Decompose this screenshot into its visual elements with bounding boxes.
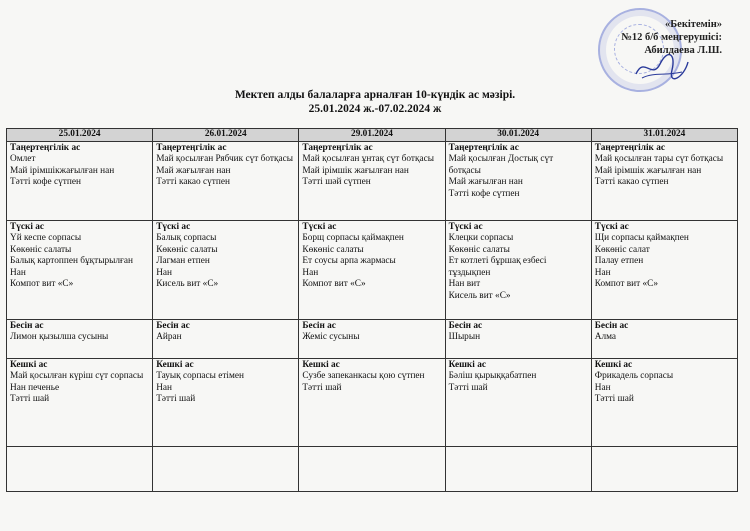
snack-cell xyxy=(445,319,591,358)
breakfast-cell xyxy=(153,141,299,220)
empty-row xyxy=(7,446,738,491)
breakfast-cell xyxy=(299,141,445,220)
meal-heading: Кешкі ас xyxy=(594,359,633,370)
dish-item: Май жағылған нан xyxy=(448,177,523,187)
meal-heading: Бесін ас xyxy=(302,320,336,331)
approval-line-3: Абилдаева Л.Ш. xyxy=(644,45,722,56)
dish-item: Айран xyxy=(156,332,182,342)
meal-heading: Түскі ас xyxy=(302,221,337,232)
dish-item: Балық сорпасы xyxy=(156,233,217,243)
meal-heading: Таңертеңгілік ас xyxy=(156,142,227,153)
meal-heading: Кешкі ас xyxy=(156,359,194,370)
title-line-1: Мектеп алды балаларға арналған 10-күндік ас мәзірі. xyxy=(234,89,516,101)
dish-item: Кисель вит «С» xyxy=(156,279,219,289)
lunch-cell xyxy=(299,220,445,319)
dinner-cell xyxy=(591,358,737,446)
dish-item: Компот вит «С» xyxy=(10,279,74,289)
dish-item: Кисель вит «С» xyxy=(448,290,511,301)
dish-item: Тәтті шай xyxy=(448,382,488,393)
empty-cell xyxy=(445,446,591,491)
dish-item: Нан xyxy=(156,382,173,393)
dish-item: Май ірімшікжағылған нан xyxy=(10,165,115,176)
breakfast-row xyxy=(7,141,738,220)
meal-heading: Түскі ас xyxy=(448,221,483,232)
dish-item: Май қосылған Достық сүт ботқасы xyxy=(448,154,554,176)
dish-item: Лагман етпен xyxy=(156,256,210,266)
dish-item: Тауық сорпасы етімен xyxy=(156,371,245,381)
meal-heading: Таңертеңгілік ас xyxy=(448,142,519,153)
dish-item: Май қосылған күріш сүт сорпасы xyxy=(10,371,144,381)
meal-heading: Кешкі ас xyxy=(302,359,340,370)
meal-heading: Таңертеңгілік ас xyxy=(594,142,666,153)
meal-heading: Бесін ас xyxy=(448,320,483,331)
dinner-cell xyxy=(153,358,299,446)
dish-item: Щи сорпасы қаймақпен xyxy=(594,233,689,243)
dish-item: Тәтті кофе сүтпен xyxy=(448,188,520,199)
date-header-row xyxy=(7,129,738,142)
meal-heading: Таңертеңгілік ас xyxy=(10,142,81,153)
dish-item: Нан печенье xyxy=(10,382,60,393)
menu-table xyxy=(6,128,738,492)
lunch-cell xyxy=(7,220,153,319)
empty-cell xyxy=(7,446,153,491)
meal-heading: Түскі ас xyxy=(594,221,629,232)
snack-cell xyxy=(591,319,737,358)
dinner-cell xyxy=(445,358,591,446)
dish-item: Тәтті шай xyxy=(594,394,634,404)
dish-item: Компот вит «С» xyxy=(594,279,658,289)
snack-row xyxy=(7,319,738,358)
dish-item: Май ірімшік жағылған нан xyxy=(594,165,702,176)
dish-item: Фрикадель сорпасы xyxy=(594,371,674,381)
dish-item: Борщ сорпасы қаймақпен xyxy=(302,233,404,243)
approval-line-2: №12 б/б меңгерушісі: xyxy=(621,32,722,43)
snack-cell xyxy=(299,319,445,358)
dish-item: Алма xyxy=(594,332,617,342)
snack-cell xyxy=(7,319,153,358)
meal-heading: Бесін ас xyxy=(156,320,190,331)
dish-item: Көкөніс салаты xyxy=(10,244,72,255)
lunch-row xyxy=(7,220,738,319)
meal-heading: Кешкі ас xyxy=(10,359,48,370)
dish-item: Омлет xyxy=(10,154,36,164)
dish-item: Май қосылған Рябчик сүт ботқасы xyxy=(156,154,293,164)
dish-item: Нан xyxy=(302,267,319,278)
breakfast-cell xyxy=(445,141,591,220)
dinner-row xyxy=(7,358,738,446)
snack-cell xyxy=(153,319,299,358)
dish-item: Нан xyxy=(594,267,611,278)
dish-item: Тәтті какао сүтпен xyxy=(594,177,669,187)
menu-title xyxy=(150,88,600,116)
date-header: 30.01.2024 xyxy=(445,129,591,142)
dish-item: Нан xyxy=(10,267,26,278)
dish-item: Көкөніс салаты xyxy=(302,244,364,255)
dish-item: Тәтті шай xyxy=(10,394,50,404)
dish-item: Жеміс сусыны xyxy=(302,332,360,342)
meal-heading: Таңертеңгілік ас xyxy=(302,142,373,153)
meal-heading: Кешкі ас xyxy=(448,359,486,370)
meal-heading: Түскі ас xyxy=(156,221,191,232)
lunch-cell xyxy=(591,220,737,319)
dish-item: Көкөніс салат xyxy=(594,244,650,255)
approval-line-1: «Бекітемін» xyxy=(664,19,722,30)
dish-item: Тәтті кофе сүтпен xyxy=(10,177,81,187)
dish-item: Ет котлеті бұршақ езбесі тұздықпен xyxy=(448,256,547,278)
dish-item: Үй кеспе сорпасы xyxy=(10,233,82,243)
dish-item: Көкөніс салаты xyxy=(156,244,218,255)
dish-item: Май қосылған тары сүт ботқасы xyxy=(594,154,724,164)
dish-item: Лимон қызылша сусыны xyxy=(10,332,109,342)
dish-item: Нан вит xyxy=(448,279,481,289)
dinner-cell xyxy=(299,358,445,446)
dish-item: Нан xyxy=(156,267,173,278)
lunch-cell xyxy=(445,220,591,319)
empty-cell xyxy=(153,446,299,491)
dish-item: Сузбе запеканкасы қою сүтпен xyxy=(302,371,425,381)
dish-item: Компот вит «С» xyxy=(302,279,366,289)
date-header: 31.01.2024 xyxy=(591,129,737,142)
meal-heading: Бесін ас xyxy=(594,320,629,331)
date-header: 26.01.2024 xyxy=(153,129,299,142)
dish-item: Тәтті шай xyxy=(302,382,342,393)
dish-item: Май ірімшік жағылған нан xyxy=(302,165,409,176)
meal-heading: Түскі ас xyxy=(10,221,45,232)
dish-item: Ет соусы арпа жармасы xyxy=(302,256,396,266)
dish-item: Клецки сорпасы xyxy=(448,233,514,243)
dinner-cell xyxy=(7,358,153,446)
lunch-cell xyxy=(153,220,299,319)
date-header: 25.01.2024 xyxy=(7,129,153,142)
breakfast-cell xyxy=(7,141,153,220)
dish-item: Палау етпен xyxy=(594,256,644,266)
dish-item: Көкөніс салаты xyxy=(448,244,510,255)
meal-heading: Бесін ас xyxy=(10,320,44,331)
dish-item: Май қосылған ұнтақ сүт ботқасы xyxy=(302,154,434,164)
dish-item: Май жағылған нан xyxy=(156,165,231,176)
title-line-2: 25.01.2024 ж.-07.02.2024 ж xyxy=(308,103,442,115)
empty-cell xyxy=(591,446,737,491)
dish-item: Нан xyxy=(594,382,611,393)
approval-block xyxy=(621,18,722,57)
empty-cell xyxy=(299,446,445,491)
dish-item: Шырын xyxy=(448,332,481,342)
dish-item: Бәліш қырыққабатпен xyxy=(448,371,537,381)
dish-item: Балық картоппен бұқтырылған xyxy=(10,256,133,266)
dish-item: Тәтті какао сүтпен xyxy=(156,177,230,187)
date-header: 29.01.2024 xyxy=(299,129,445,142)
dish-item: Тәтті шай xyxy=(156,394,196,404)
breakfast-cell xyxy=(591,141,737,220)
dish-item: Тәтті шәй сүтпен xyxy=(302,177,371,187)
